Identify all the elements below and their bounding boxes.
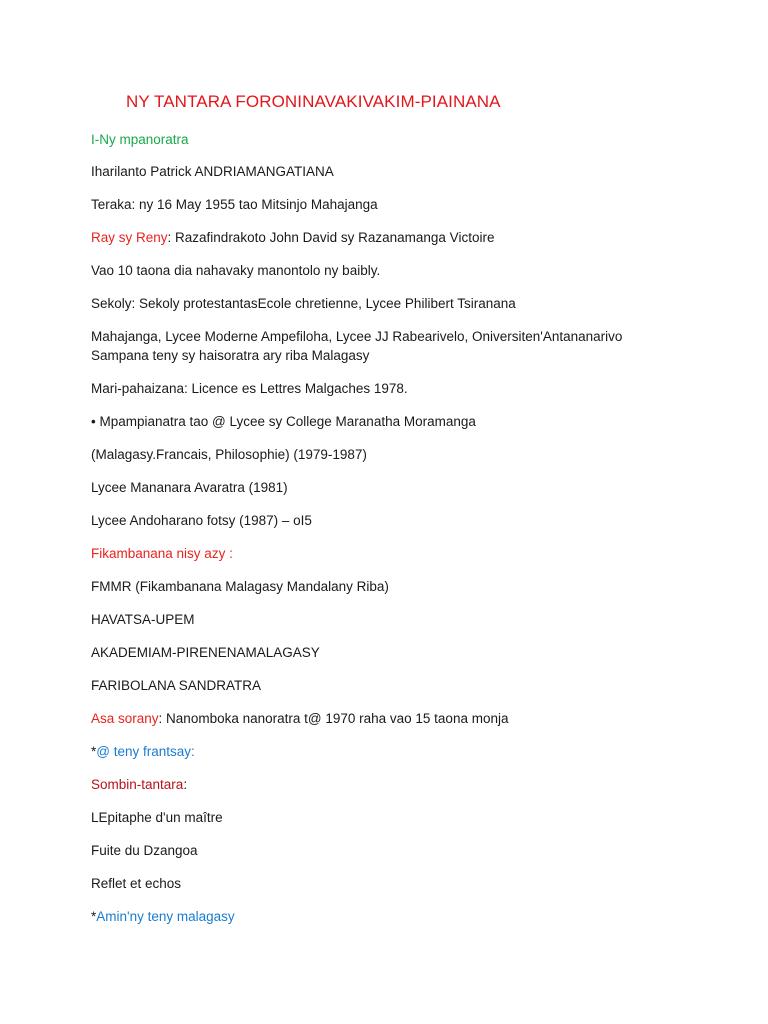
french-star: * xyxy=(91,744,97,759)
parents-line xyxy=(91,228,494,248)
malagasy-star: * xyxy=(91,909,97,924)
french-work-item: Fuite du Dzangoa xyxy=(91,843,198,858)
school-line-2: Mahajanga, Lycee Moderne Ampefiloha, Lycee JJ Rabearivelo, Oniversiten'Antananarivo xyxy=(91,329,623,344)
works-value: : Nanomboka nanoratra t@ 1970 raha vao 15 taona monja xyxy=(158,711,509,726)
works-label: Asa sorany xyxy=(91,711,159,726)
novels-colon: : xyxy=(183,777,188,792)
birth-line: Teraka: ny 16 May 1955 tao Mitsinjo Mahajanga xyxy=(91,197,378,212)
novels-heading xyxy=(91,775,187,795)
association-item: FMMR (Fikambanana Malagasy Mandalany Riba) xyxy=(91,579,389,594)
association-item: FARIBOLANA SANDRATRA xyxy=(91,678,262,693)
french-heading xyxy=(91,742,195,762)
author-name: Iharilanto Patrick ANDRIAMANGATIANA xyxy=(91,164,334,179)
associations-heading: Fikambanana nisy azy : xyxy=(91,546,233,561)
teacher-line-4: Lycee Andoharano fotsy (1987) – oI5 xyxy=(91,513,312,528)
works-line xyxy=(91,709,508,729)
degree-line: Mari-pahaizana: Licence es Lettres Malgaches 1978. xyxy=(91,381,408,396)
section-heading-author: I-Ny mpanoratra xyxy=(91,132,189,147)
french-label: @ teny frantsay: xyxy=(96,744,195,759)
association-item: AKADEMIAM-PIRENENAMALAGASY xyxy=(91,645,320,660)
page-title: NY TANTARA FORONINAVAKIVAKIM-PIAINANA xyxy=(126,92,501,111)
school-line-3: Sampana teny sy haisoratra ary riba Malagasy xyxy=(91,348,370,363)
french-work-item: LEpitaphe d'un maître xyxy=(91,810,223,825)
french-work-item: Reflet et echos xyxy=(91,876,182,891)
school-line-1: Sekoly: Sekoly protestantasEcole chretienne, Lycee Philibert Tsiranana xyxy=(91,296,516,311)
novels-label: Sombin-tantara xyxy=(91,777,184,792)
teacher-line-2: (Malagasy.Francais, Philosophie) (1979-1987) xyxy=(91,447,367,462)
malagasy-label: Amin'ny teny malagasy xyxy=(96,909,235,924)
parents-label: Ray sy Reny xyxy=(91,230,168,245)
teacher-line-1: • Mpampianatra tao @ Lycee sy College Maranatha Moramanga xyxy=(91,414,476,429)
malagasy-heading xyxy=(91,907,235,927)
association-item: HAVATSA-UPEM xyxy=(91,612,195,627)
parents-value: : Razafindrakoto John David sy Razanamanga Victoire xyxy=(167,230,495,245)
teacher-line-3: Lycee Mananara Avaratra (1981) xyxy=(91,480,288,495)
bible-line: Vao 10 taona dia nahavaky manontolo ny baibly. xyxy=(91,263,381,278)
